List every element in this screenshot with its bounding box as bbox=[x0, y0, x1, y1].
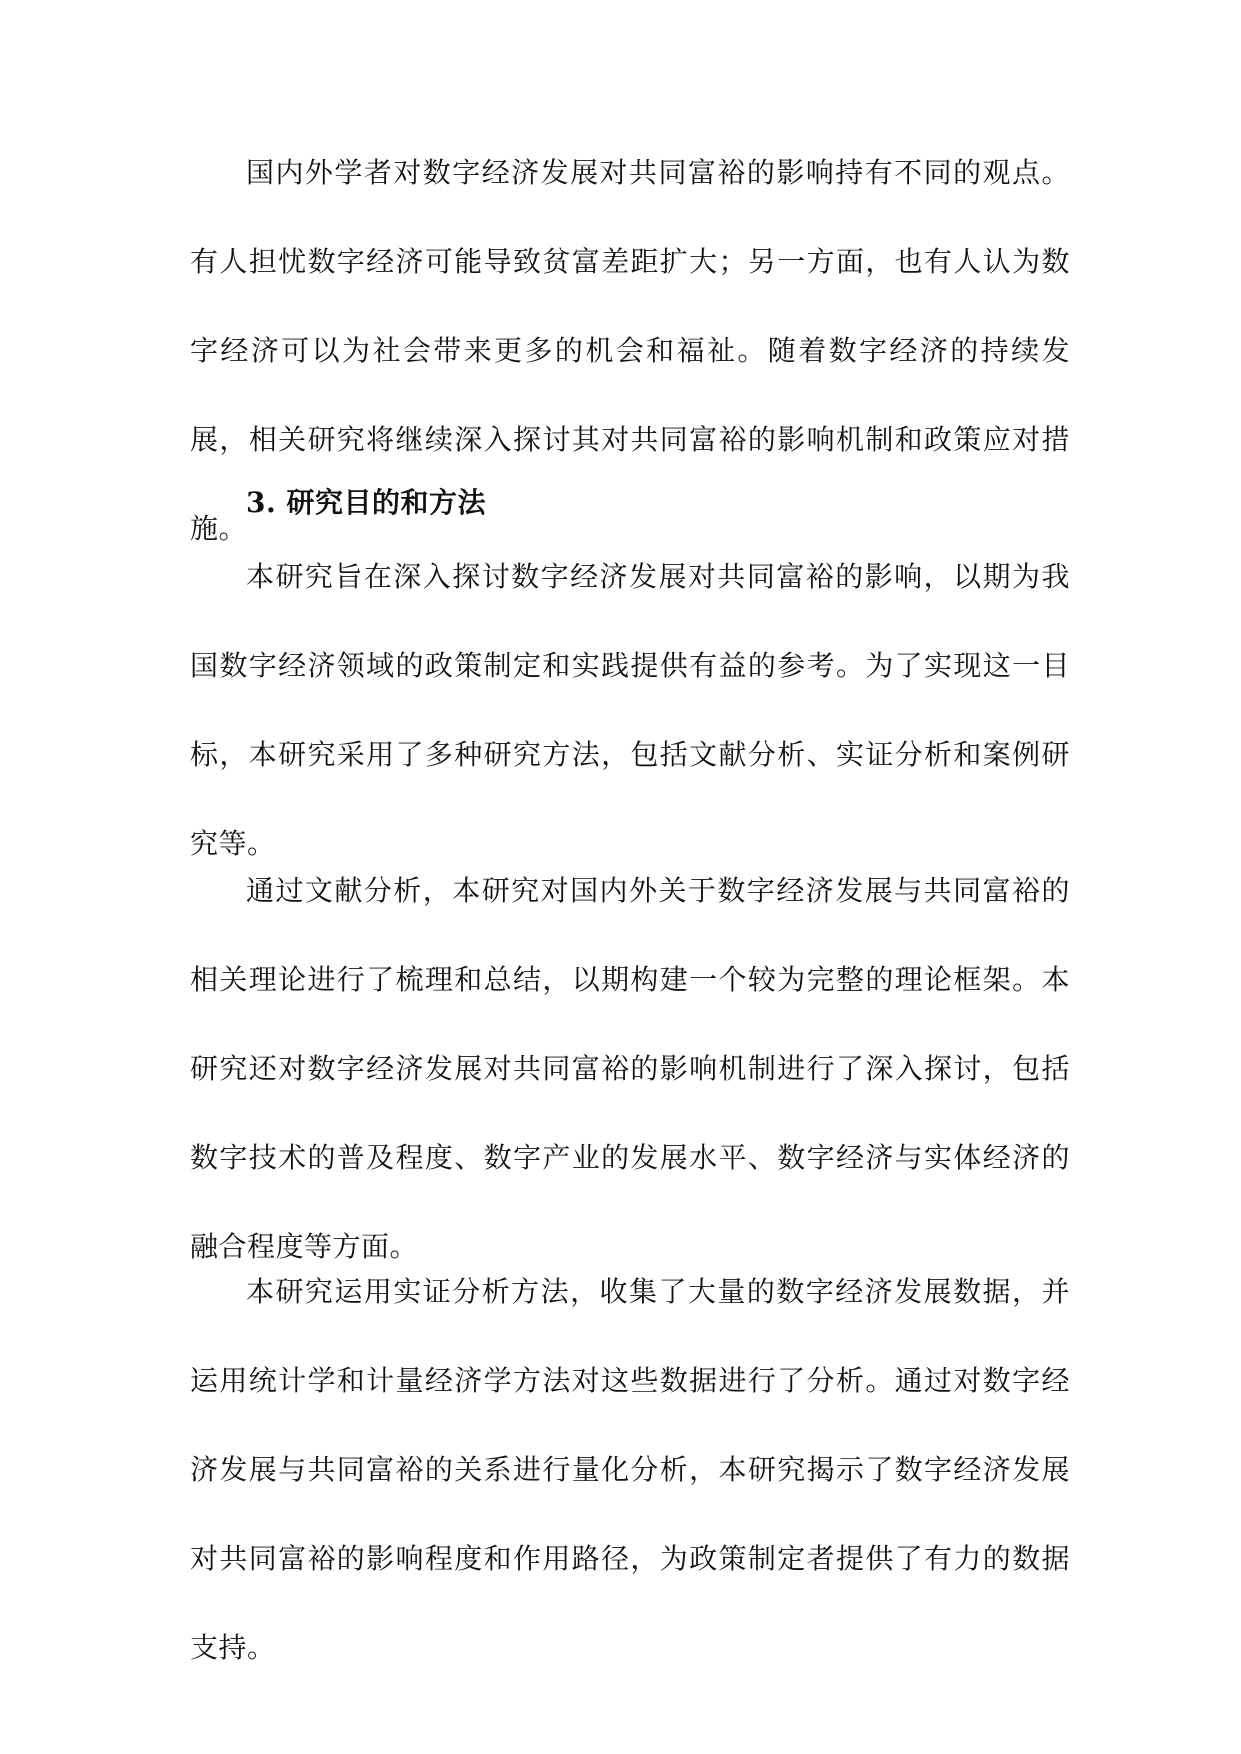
paragraph-research-purpose: 本研究旨在深入探讨数字经济发展对共同富裕的影响，以期为我国数字经济领域的政策制定和实践提供有益的参考。为了实现这一目标，本研究采用了多种研究方法，包括文献分析、实证分析和案例研究等。 bbox=[190, 560, 1070, 860]
paragraph-literature-analysis: 通过文献分析，本研究对国内外关于数字经济发展与共同富裕的相关理论进行了梳理和总结，以期构建一个较为完整的理论框架。本研究还对数字经济发展对共同富裕的影响机制进行了深入探讨，包括数字技术的普及程度、数字产业的发展水平、数字经济与实体经济的融合程度等方面。 bbox=[190, 874, 1070, 1263]
paragraph-empirical-analysis: 本研究运用实证分析方法，收集了大量的数字经济发展数据，并运用统计学和计量经济学方法对这些数据进行了分析。通过对数字经济发展与共同富裕的关系进行量化分析，本研究揭示了数字经济发展对共同富裕的影响程度和作用路径，为政策制定者提供了有力的数据支持。 bbox=[190, 1275, 1070, 1664]
paragraph-scholar-views: 国内外学者对数字经济发展对共同富裕的影响持有不同的观点。有人担忧数字经济可能导致贫富差距扩大；另一方面，也有人认为数字经济可以为社会带来更多的机会和福祉。随着数字经济的持续发展，相关研究将继续深入探讨其对共同富裕的影响机制和政策应对措施。 bbox=[190, 156, 1070, 545]
section-heading: 3. 研究目的和方法 bbox=[246, 486, 486, 519]
